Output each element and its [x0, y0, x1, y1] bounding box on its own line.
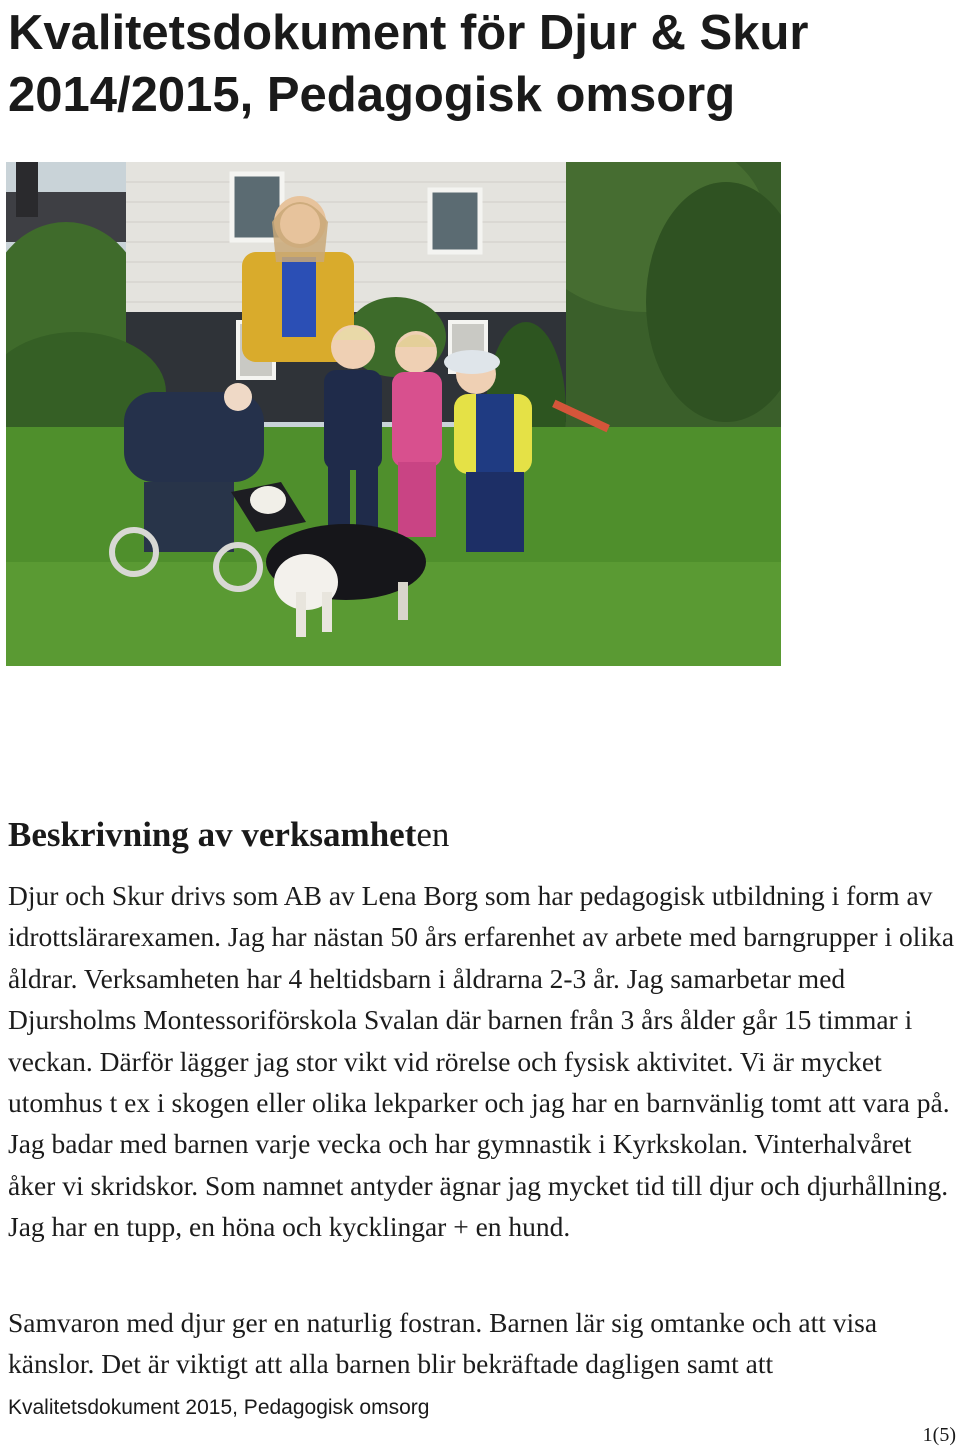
- page-number: 1(5): [922, 1424, 956, 1446]
- document-title: Kvalitetsdokument för Djur & Skur 2014/2015, Pedagogisk omsorg: [8, 6, 809, 122]
- section-heading: [8, 812, 449, 858]
- body-paragraph: Samvaron med djur ger en naturlig fostran. Barnen lär sig omtanke och att visa känslor. Det är viktigt att alla barnen blir bekräftade dagligen samt att: [8, 1307, 878, 1380]
- footer-document-name: Kvalitetsdokument 2015, Pedagogisk omsorg: [8, 1396, 430, 1419]
- group-photo: [6, 162, 781, 666]
- body-paragraph: Djur och Skur drivs som AB av Lena Borg som har pedagogisk utbildning i form av idrottslärarexamen. Jag har nästan 50 års erfarenhet av arbete med barngrupper i olika åldrar. Verksamheten har 4 heltidsbarn i åldrarna 2-3 år. Jag samarbetar med Djursholms Montessoriförskola Svalan där barnen från 3 års ålder går 15 timmar i veckan. Därför lägger jag stor vikt vid rörelse och fysisk aktivitet. Vi är mycket utomhus t ex i skogen eller olika lekparker och jag har en barnvänlig tomt att vara på. Jag badar med barnen varje vecka och har gymnastik i Kyrkskolan. Vinterhalvåret åker vi skridskor. Som namnet antyder ägnar jag mycket tid till djur och djurhållning. Jag har en tupp, en höna och kycklingar + en hund.: [8, 880, 955, 1243]
- section-heading-bold: Beskrivning av verksamhet: [8, 815, 417, 854]
- section-heading-suffix: en: [416, 815, 450, 854]
